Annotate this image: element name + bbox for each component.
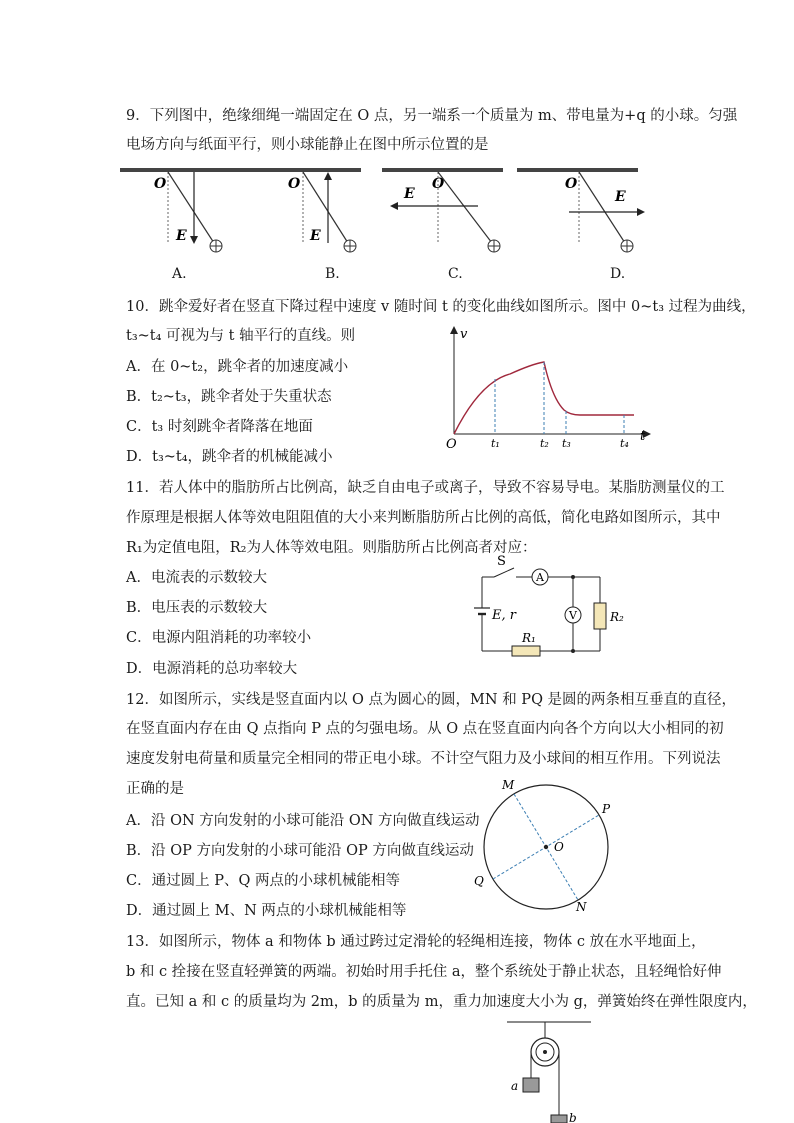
q13-pulley-diagram: [505, 1020, 595, 1123]
q12-option-c: C．通过圆上 P、Q 两点的小球机械能相等: [126, 873, 400, 889]
q9-option-b-label: B.: [325, 266, 340, 282]
q10-option-d: D．t₃~t₄，跳伞者的机械能减小: [126, 449, 333, 465]
q11-stem-line2: 作原理是根据人体等效电阻阻值的大小来判断脂肪所占比例的高低，简化电路如图所示，其中: [126, 510, 721, 526]
q11-option-b: B．电压表的示数较大: [126, 600, 268, 616]
q10-tick-t1: t₁: [491, 437, 500, 450]
q10-tick-t3: t₃: [562, 437, 571, 450]
q11-stem-line3: R₁为定值电阻，R₂为人体等效电阻。则脂肪所占比例高者对应：: [126, 540, 537, 556]
q11-voltmeter-label: V: [569, 609, 577, 622]
q12-label-p: P: [602, 802, 611, 816]
q13-stem-line2: b 和 c 拴接在竖直轻弹簧的两端。初始时用手托住 a，整个系统处于静止状态，且轻绳恰好伸: [126, 964, 722, 980]
q10-y-axis-label: v: [460, 327, 468, 342]
q11-switch-label: S: [497, 554, 506, 569]
q10-tick-t2: t₂: [540, 437, 549, 450]
q9-figure-b: [238, 168, 363, 263]
q10-option-c: C．t₃ 时刻跳伞者降落在地面: [126, 419, 313, 435]
q9b-point-label: O: [288, 176, 301, 192]
q12-label-q: Q: [474, 874, 484, 888]
q12-option-a: A．沿 ON 方向发射的小球可能沿 ON 方向做直线运动: [126, 813, 480, 829]
q12-stem-line2: 在竖直面内存在由 Q 点指向 P 点的匀强电场。从 O 点在竖直面内向各个方向以大小相同的初: [126, 721, 724, 737]
q12-option-d: D．通过圆上 M、N 两点的小球机械能相等: [126, 903, 407, 919]
q11-option-a: A．电流表的示数较大: [126, 570, 267, 586]
q9-option-c-label: C.: [448, 266, 463, 282]
q9-figure-d: [515, 168, 640, 263]
q9c-field-label: E: [404, 186, 415, 202]
q9b-field-label: E: [310, 228, 321, 244]
q9-option-d-label: D.: [610, 266, 626, 282]
q12-stem-line4: 正确的是: [126, 781, 184, 797]
q9-stem-line2: 电场方向与纸面平行，则小球能静止在图中所示位置的是: [126, 137, 489, 153]
q10-tick-t4: t₄: [620, 437, 629, 450]
q9-option-a-label: A.: [172, 266, 187, 282]
q13-stem-line1: 13．如图所示，物体 a 和物体 b 通过跨过定滑轮的轻绳相连接，物体 c 放在水平地面上，: [126, 934, 706, 950]
q10-option-b: B．t₂~t₃，跳伞者处于失重状态: [126, 389, 332, 405]
q10-x-axis-label: t: [640, 429, 646, 444]
q12-circle-diagram: [470, 775, 630, 925]
q13-label-a: a: [511, 1079, 519, 1093]
q9d-point-label: O: [565, 176, 578, 192]
q9d-field-label: E: [615, 189, 626, 205]
q9-figure-a: [118, 168, 243, 263]
q11-ammeter-label: A: [536, 571, 544, 584]
q10-option-a: A．在 0~t₂，跳伞者的加速度减小: [126, 359, 349, 375]
q12-option-b: B．沿 OP 方向发射的小球可能沿 OP 方向做直线运动: [126, 843, 474, 859]
q11-option-d: D．电源消耗的总功率较大: [126, 661, 298, 677]
q12-label-o: O: [554, 840, 564, 854]
q9-figure-c: [380, 168, 505, 263]
q11-circuit-diagram: [470, 553, 630, 663]
q11-source-label: E, r: [492, 608, 516, 623]
q12-label-m: M: [502, 778, 515, 792]
q10-stem-line2: t₃~t₄ 可视为与 t 轴平行的直线。则: [126, 328, 356, 344]
q10-stem-line1: 10．跳伞爱好者在竖直下降过程中速度 v 随时间 t 的变化曲线如图所示。图中 0~t₃ 过程为曲线，: [126, 299, 756, 315]
q12-stem-line3: 速度发射电荷量和质量完全相同的带正电小球。不计空气阻力及小球间的相互作用。下列说法: [126, 751, 721, 767]
q11-r1-label: R₁: [522, 631, 536, 645]
q13-stem-line3: 直。已知 a 和 c 的质量均为 2m，b 的质量为 m，重力加速度大小为 g，弹簧始终在弹性限度内，: [126, 994, 757, 1010]
q9c-point-label: O: [432, 176, 445, 192]
q9-stem-line1: 9．下列图中，绝缘细绳一端固定在 O 点，另一端系一个质量为 m、带电量为+q 的小球。匀强: [126, 108, 738, 124]
q9a-point-label: O: [154, 176, 167, 192]
q11-stem-line1: 11．若人体中的脂肪所占比例高，缺乏自由电子或离子，导致不容易导电。某脂肪测量仪的工: [126, 480, 725, 496]
q12-stem-line1: 12．如图所示，实线是竖直面内以 O 点为圆心的圆，MN 和 PQ 是圆的两条相互垂直的直径，: [126, 692, 737, 708]
q13-label-b: b: [569, 1111, 577, 1123]
q10-velocity-graph: [440, 322, 655, 452]
q11-option-c: C．电源内阻消耗的功率较小: [126, 630, 312, 646]
q10-origin-label: O: [446, 437, 457, 452]
q9a-field-label: E: [176, 228, 187, 244]
q12-label-n: N: [576, 900, 587, 914]
q11-r2-label: R₂: [610, 610, 624, 624]
